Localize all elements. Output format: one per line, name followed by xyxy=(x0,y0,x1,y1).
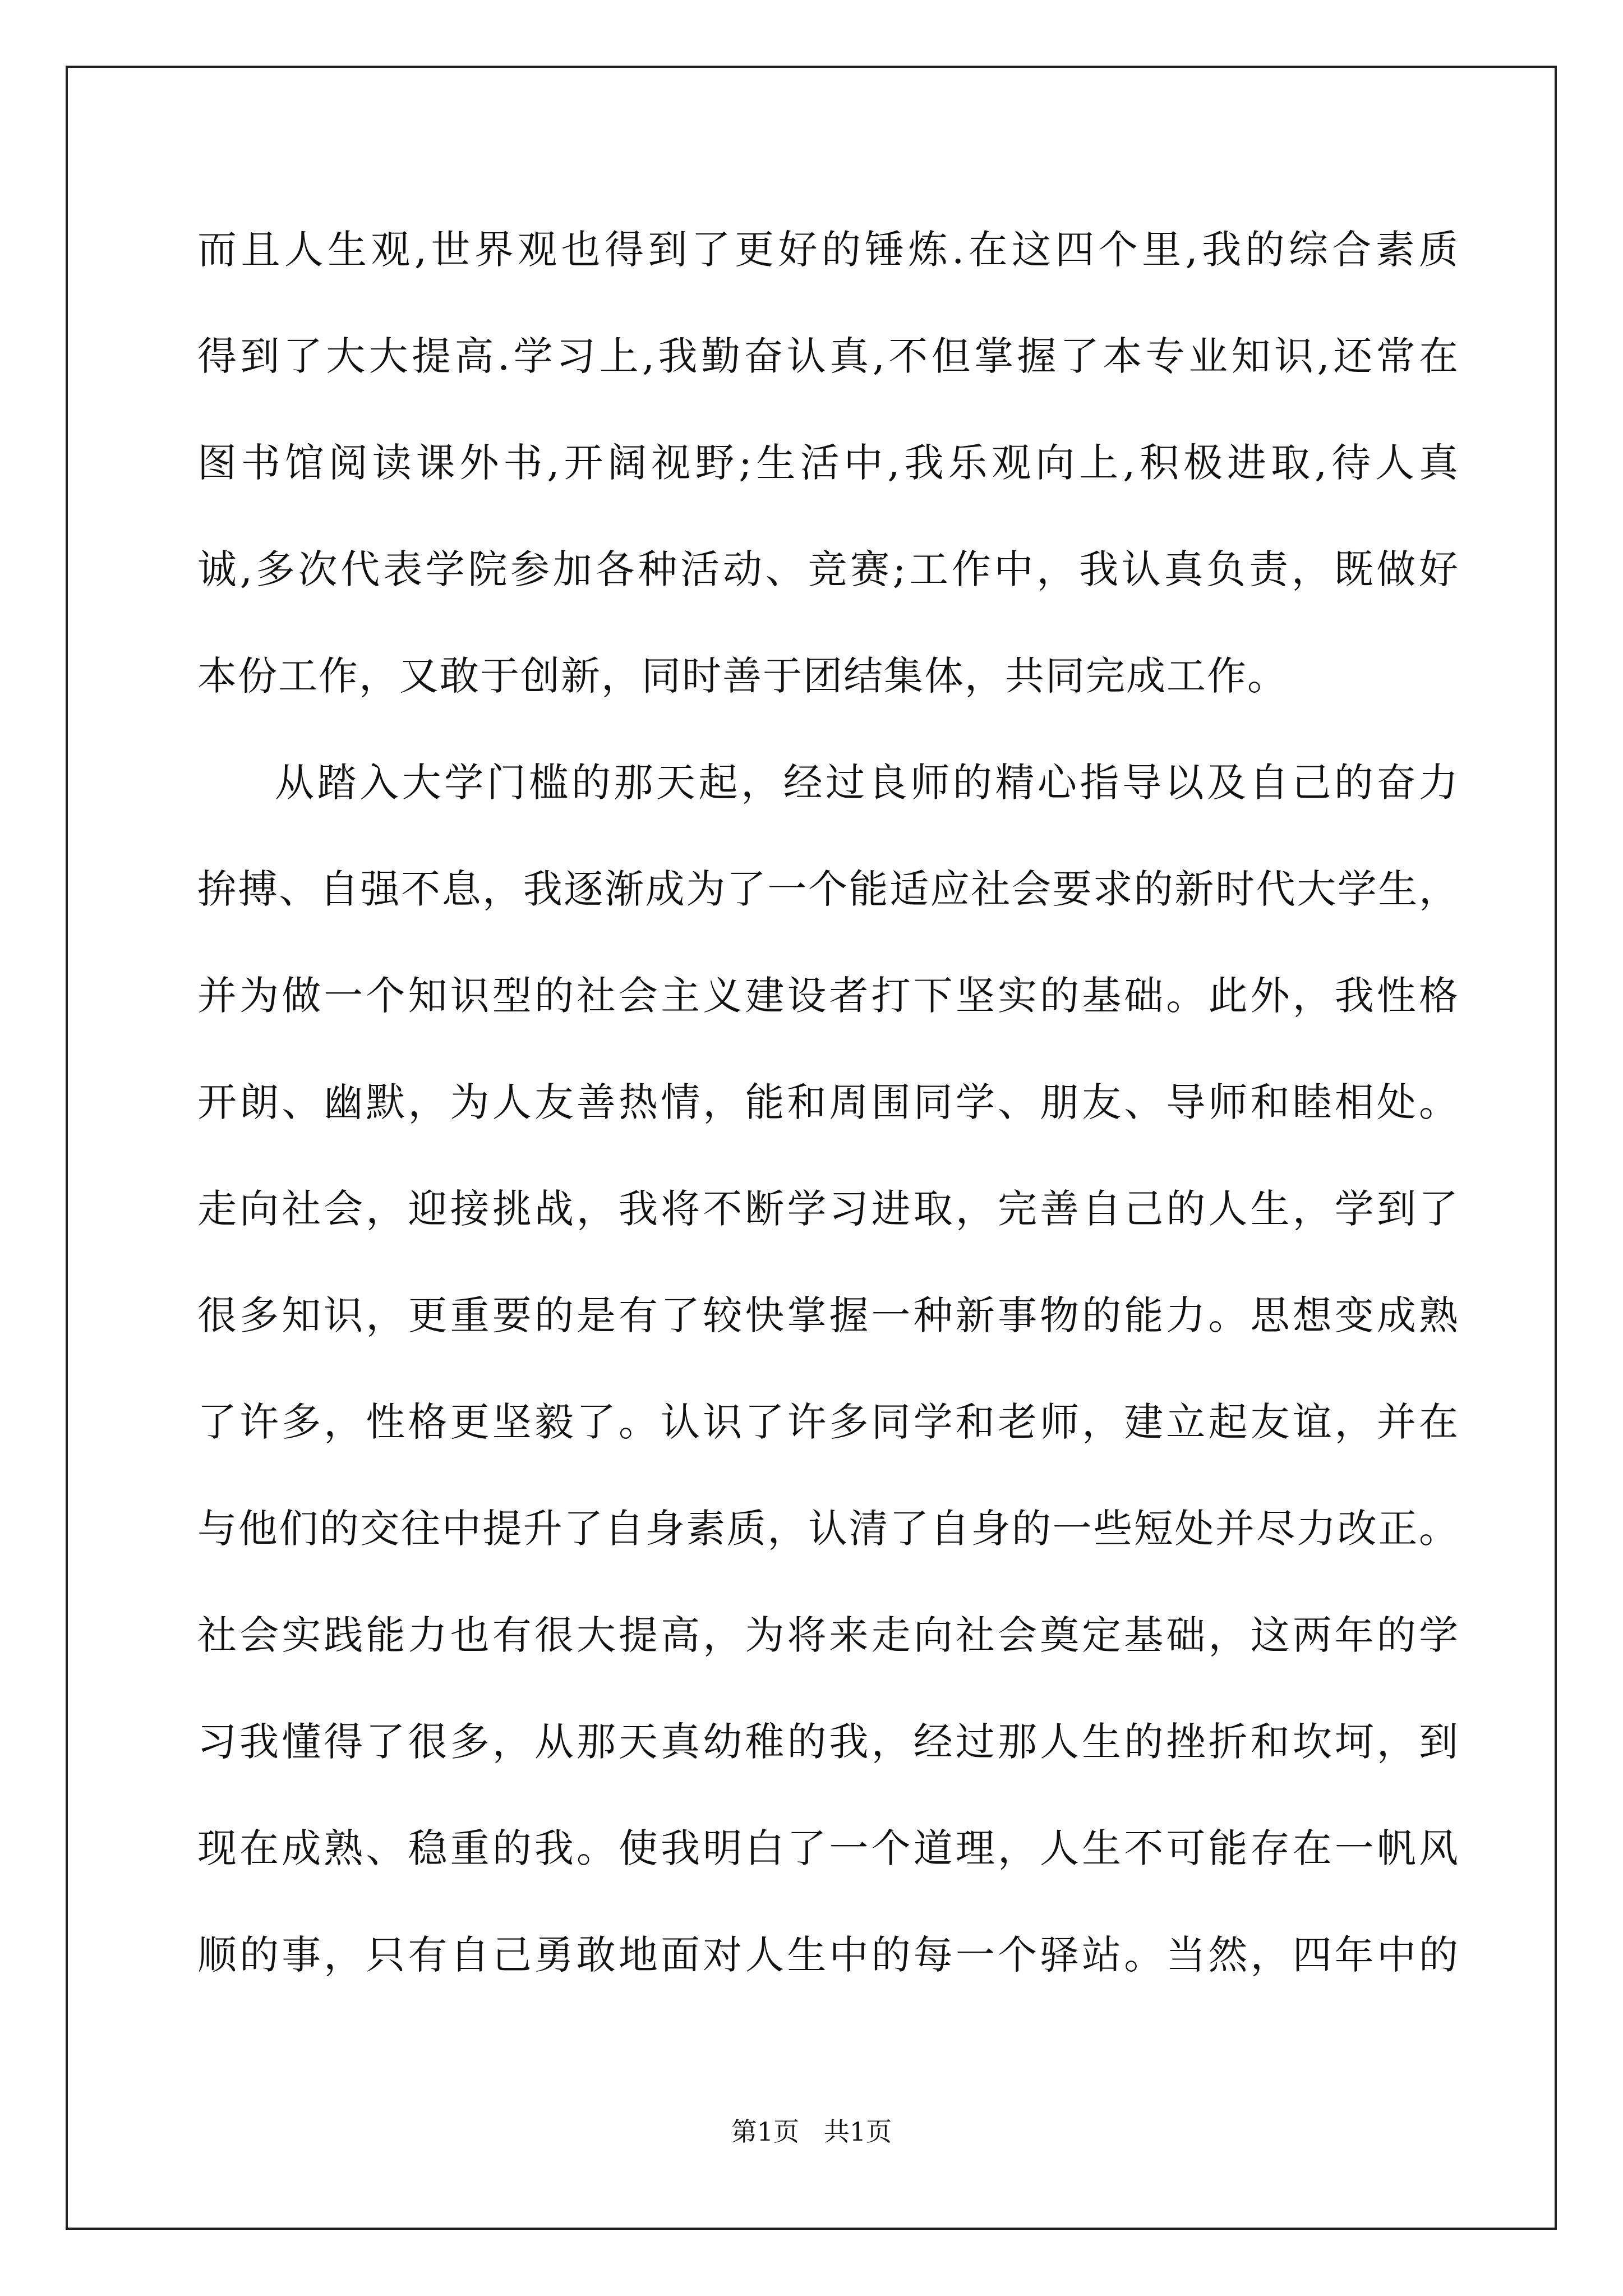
page-border xyxy=(66,66,1557,2230)
text-line: 很多知识，更重要的是有了较快掌握一种新事物的能力。思想变成熟 xyxy=(197,1292,1459,1338)
text-line: 从踏入大学门槛的那天起，经过良师的精心指导以及自己的奋力 xyxy=(275,760,1459,806)
text-line: 现在成熟、稳重的我。使我明白了一个道理，人生不可能存在一帆风 xyxy=(197,1825,1459,1871)
text-line: 社会实践能力也有很大提高，为将来走向社会奠定基础，这两年的学 xyxy=(197,1612,1459,1658)
text-line: 本份工作，又敢于创新，同时善于团结集体，共同完成工作。 xyxy=(197,653,1288,699)
text-line: 开朗、幽默，为人友善热情，能和周围同学、朋友、导师和睦相处。 xyxy=(197,1079,1459,1125)
text-line: 得到了大大提高.学习上,我勤奋认真,不但掌握了本专业知识,还常在 xyxy=(197,333,1459,379)
text-line: 与他们的交往中提升了自身素质，认清了自身的一些短处并尽力改正。 xyxy=(197,1506,1459,1552)
text-line: 图书馆阅读课外书,开阔视野;生活中,我乐观向上,积极进取,待人真 xyxy=(197,440,1459,486)
text-line: 而且人生观,世界观也得到了更好的锤炼.在这四个里,我的综合素质 xyxy=(197,227,1459,273)
text-line: 了许多，性格更坚毅了。认识了许多同学和老师，建立起友谊，并在 xyxy=(197,1399,1459,1445)
text-line: 拚搏、自强不息，我逐渐成为了一个能适应社会要求的新时代大学生， xyxy=(197,866,1459,912)
text-line: 并为做一个知识型的社会主义建设者打下坚实的基础。此外，我性格 xyxy=(197,973,1459,1019)
page-number-footer: 第1页 共1页 xyxy=(731,2116,892,2147)
text-line: 习我懂得了很多，从那天真幼稚的我，经过那人生的挫折和坎坷，到 xyxy=(197,1719,1459,1765)
text-line: 走向社会，迎接挑战，我将不断学习进取，完善自己的人生，学到了 xyxy=(197,1186,1459,1232)
text-line: 诚,多次代表学院参加各种活动、竞赛;工作中，我认真负责，既做好 xyxy=(197,546,1459,592)
text-line: 顺的事，只有自己勇敢地面对人生中的每一个驿站。当然，四年中的 xyxy=(197,1932,1459,1978)
